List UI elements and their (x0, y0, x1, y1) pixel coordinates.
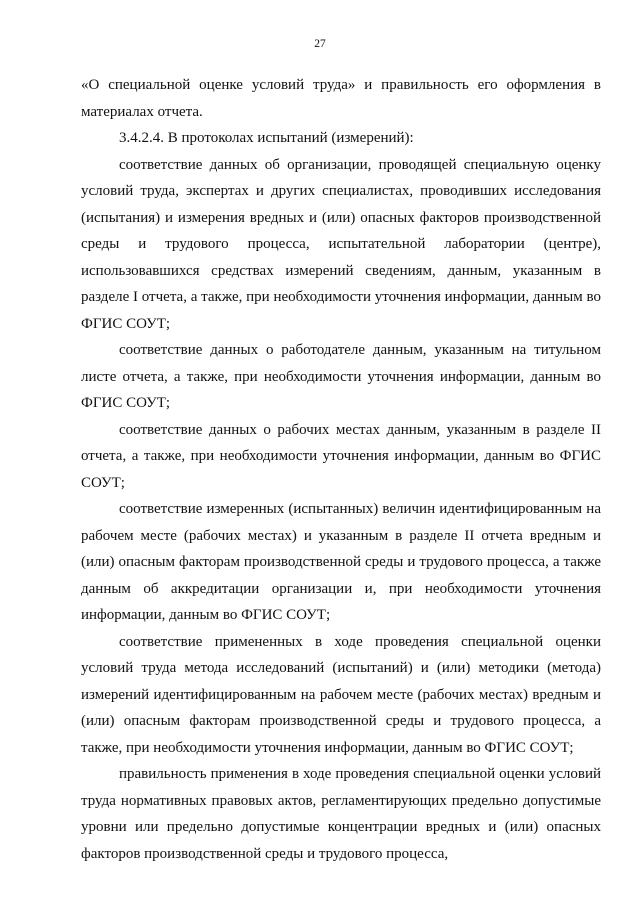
paragraph-methods-applied: соответствие примененных в ходе проведения специальной оценки условий труда метода исследований (испытаний) и (или) методики (метода) измерений идентифицированным на рабочем месте (рабочих местах) вредным и (или) опасным факторам производственной среды и трудового процесса, а также, при необходимости уточнения информации, данным во ФГИС СОУТ; (81, 633, 601, 756)
paragraph-organization-data: соответствие данных об организации, проводящей специальную оценку условий труда, экспертах и других специалистах, проводивших исследования (испытания) и измерения вредных и (или) опасных факторов производственной среды и трудового процесса, испытательной лаборатории (центре), использовавшихся средствах измерений сведениям, данным, указанным в разделе I отчета, а также, при необходимости уточнения информации, данным во ФГИС СОУТ; (81, 156, 601, 332)
page-number: 27 (314, 38, 326, 50)
paragraph-law-title-continuation: «О специальной оценке условий труда» и правильность его оформления в материалах отчета. (81, 77, 601, 120)
paragraph-employer-data: соответствие данных о работодателе данным, указанным на титульном листе отчета, а также, при необходимости уточнения информации, данным во ФГИС СОУТ; (81, 342, 601, 411)
document-body (81, 72, 601, 867)
paragraph-workplace-data: соответствие данных о рабочих местах данным, указанным в разделе II отчета, а также, при необходимости уточнения информации, данным во ФГИС СОУТ; (81, 421, 601, 491)
section-heading-3-4-2-4: 3.4.2.4. В протоколах испытаний (измерений): (119, 130, 414, 146)
paragraph-measured-values: соответствие измеренных (испытанных) величин идентифицированным на рабочем месте (рабочих местах) и указанным в разделе II отчета вредным и (или) опасным факторам производственной среды и трудового процесса, а также данным об аккредитации организации и, при необходимости уточнения информации, данным во ФГИС СОУТ; (81, 501, 601, 623)
paragraph-regulations-applied: правильность применения в ходе проведения специальной оценки условий труда нормативных правовых актов, регламентирующих предельно допустимые уровни или предельно допустимые концентрации вредных и (или) опасных факторов производственной среды и трудового процесса, (81, 766, 601, 862)
